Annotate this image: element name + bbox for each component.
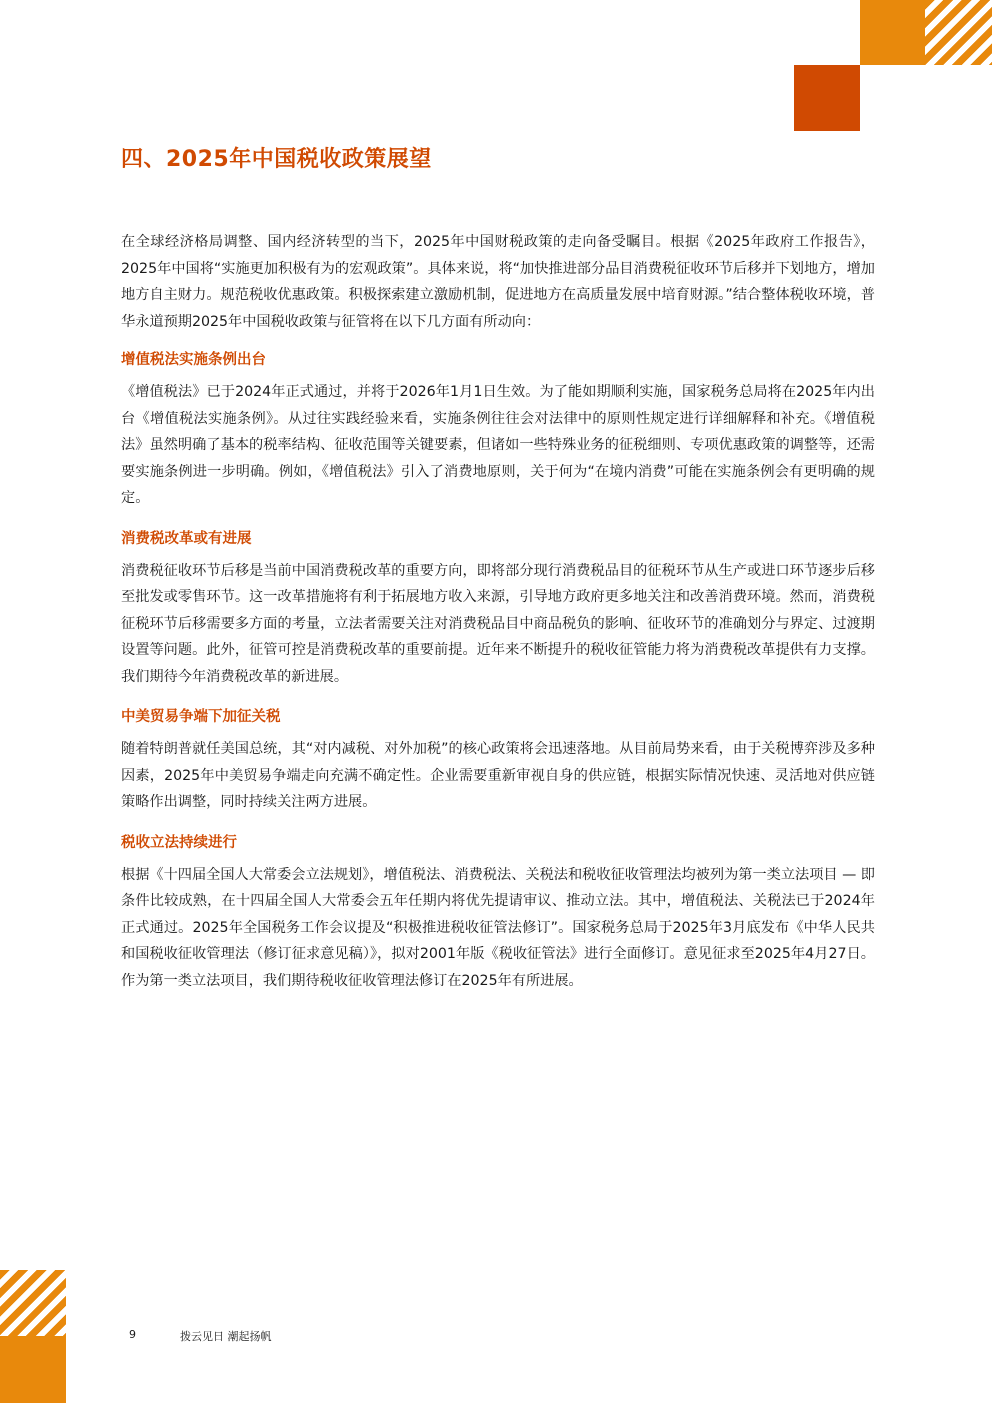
- page-title: 四、2025年中国税收政策展望: [121, 147, 432, 172]
- section-body-vat: 《增值税法》已于2024年正式通过，并将于2026年1月1日生效。为了能如期顺利实施，国家税务总局将在2025年内出台《增值税法实施条例》。从过往实践经验来看，实施条例往往会对法律中的原则性规定进行详细解释和补充。《增值税法》虽然明确了基本的税率结构、征收范围等关键要素，但诸如一些特殊业务的征税细则、专项优惠政策的调整等，还需要实施条例进一步明确。例如，《增值税法》引入了消费地原则，关于何为“在境内消费”可能在实施条例会有更明确的规定。: [121, 384, 875, 506]
- decorative-red-square: [794, 65, 860, 131]
- footer-tagline: 拨云见日 潮起扬帆: [180, 1330, 272, 1343]
- section-heading-tariffs: 中美贸易争端下加征关税: [121, 709, 281, 725]
- decorative-stripes-bottom: [0, 1270, 66, 1336]
- intro-paragraph: 在全球经济格局调整、国内经济转型的当下，2025年中国财税政策的走向备受瞩目。根据《2025年政府工作报告》，2025年中国将“实施更加积极有为的宏观政策”。具体来说，将“加快推进部分品目消费税征收环节后移并下划地方，增加地方自主财力。规范税收优惠政策。积极探索建立激励机制，促进地方在高质量发展中培育财源。”结合整体税收环境，普华永道预期2025年中国税收政策与征管将在以下几方面有所动向：: [121, 234, 875, 330]
- section-body-legislation: 根据《十四届全国人大常委会立法规划》，增值税法、消费税法、关税法和税收征收管理法均被列为第一类立法项目 — 即条件比较成熟，在十四届全国人大常委会五年任期内将优先提请审议、推动立法。其中，增值税法、关税法已于2024年正式通过。2025年全国税务工作会议提及“积极推进税收征管法修订”。国家税务总局于2025年3月底发布《中华人民共和国税收征收管理法（修订征求意见稿）》，拟对2001年版《税收征管法》进行全面修订。意见征求至2025年4月27日。作为第一类立法项目，我们期待税收征收管理法修订在2025年有所进展。: [121, 866, 875, 989]
- decorative-orange-square: [860, 0, 925, 65]
- section-heading-legislation: 税收立法持续进行: [121, 834, 237, 851]
- section-body-consumption-tax: 消费税征收环节后移是当前中国消费税改革的重要方向，即将部分现行消费税品目的征税环节从生产或进口环节逐步后移至批发或零售环节。这一改革措施将有利于拓展地方收入来源，引导地方政府更多地关注和改善消费环境。然而，消费税征税环节后移需要多方面的考量，立法者需要关注对消费税品目中商品税负的影响、征收环节的准确划分与界定、过渡期设置等问题。此外，征管可控是消费税改革的重要前提。近年来不断提升的税收征管能力将为消费税改革提供有力支撑。我们期待今年消费税改革的新进展。: [121, 562, 875, 685]
- decorative-orange-square-bottom: [0, 1336, 66, 1403]
- page-number: 9: [129, 1328, 136, 1341]
- section-heading-vat: 增值税法实施条例出台: [121, 352, 266, 368]
- section-heading-consumption-tax: 消费税改革或有进展: [121, 530, 252, 547]
- decorative-stripes: [925, 0, 992, 65]
- main-content: [121, 229, 875, 994]
- section-body-tariffs: 随着特朗普就任美国总统，其“对内减税、对外加税”的核心政策将会迅速落地。从目前局势来看，由于关税博弈涉及多种因素，2025年中美贸易争端走向充满不确定性。企业需要重新审视自身的供应链，根据实际情况快速、灵活地对供应链策略作出调整，同时持续关注两方进展。: [121, 741, 875, 810]
